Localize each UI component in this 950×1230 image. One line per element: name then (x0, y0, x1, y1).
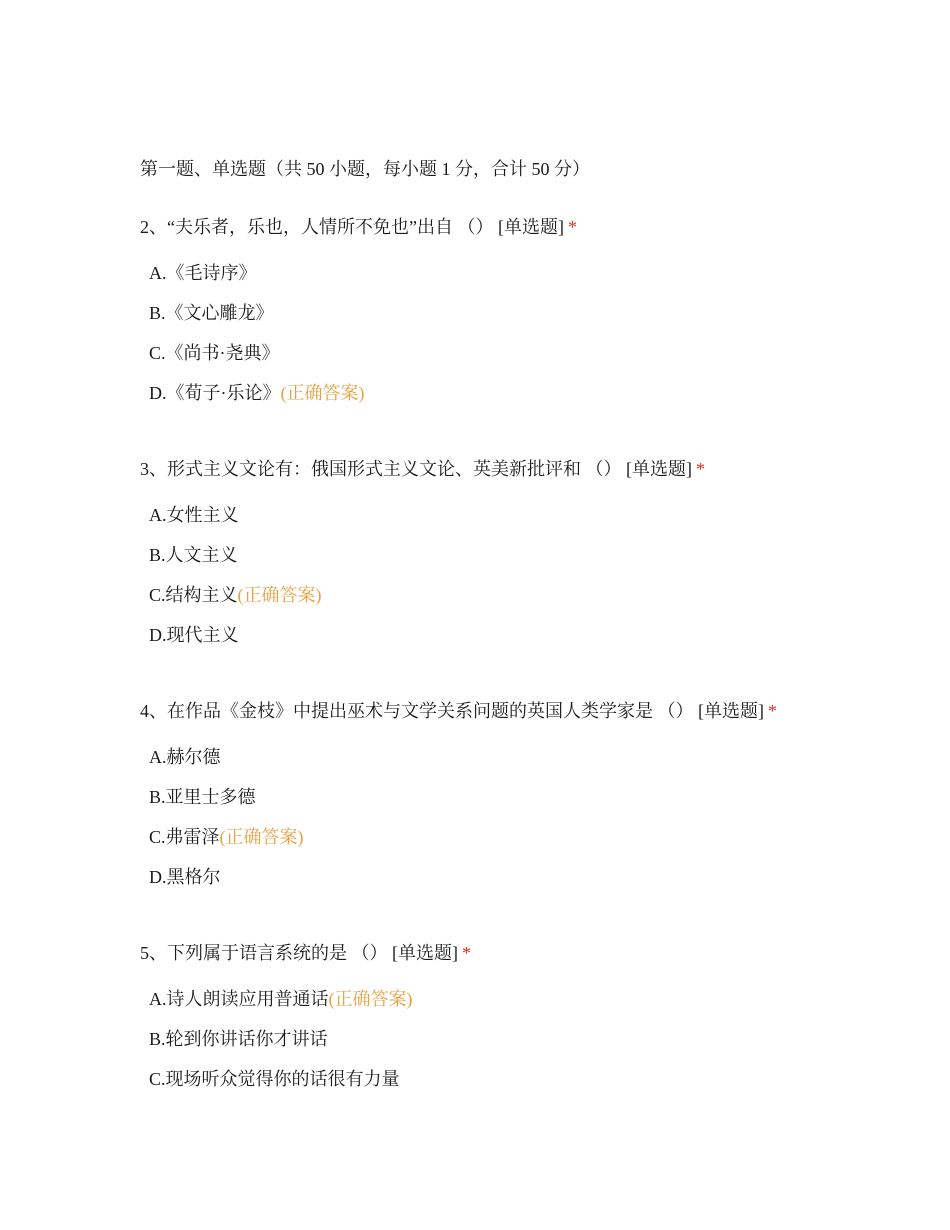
option-text: D.黑格尔 (149, 867, 221, 887)
option-d (149, 381, 920, 421)
option-text: A.女性主义 (149, 505, 239, 525)
question-text: 4、在作品《金枝》中提出巫术与文学关系问题的英国人类学家是 （） [单选题] (140, 701, 764, 721)
option-b (149, 543, 920, 583)
options-list (140, 503, 920, 663)
option-text: B.亚里士多德 (149, 787, 256, 807)
question-title (140, 941, 920, 965)
option-b (149, 301, 920, 341)
question-text: 5、下列属于语言系统的是 （） [单选题] (140, 943, 458, 963)
correct-answer-label: (正确答案) (219, 827, 304, 847)
option-c (149, 341, 920, 381)
option-a (149, 745, 920, 785)
question-4 (140, 699, 920, 905)
option-text: B.轮到你讲话你才讲话 (149, 1029, 328, 1049)
question-title (140, 699, 920, 723)
option-text: C.现场听众觉得你的话很有力量 (149, 1069, 400, 1089)
option-text: A.《毛诗序》 (149, 263, 257, 283)
correct-answer-label: (正确答案) (237, 585, 322, 605)
option-b (149, 785, 920, 825)
option-d (149, 623, 920, 663)
option-text: C.《尚书·尧典》 (149, 343, 280, 363)
option-text: C.弗雷泽 (149, 827, 220, 847)
question-2 (140, 215, 920, 421)
option-c (149, 583, 920, 623)
option-text: C.结构主义 (149, 585, 238, 605)
options-list (140, 745, 920, 905)
option-b (149, 1027, 920, 1067)
correct-answer-label: (正确答案) (328, 989, 413, 1009)
option-a (149, 987, 920, 1027)
option-text: B.《文心雕龙》 (149, 303, 274, 323)
option-text: A.赫尔德 (149, 747, 221, 767)
question-3 (140, 457, 920, 663)
option-text: A.诗人朗读应用普通话 (149, 989, 329, 1009)
question-title (140, 215, 920, 239)
question-text: 2、“夫乐者，乐也，人情所不免也”出自 （） [单选题] (140, 217, 564, 237)
option-d (149, 865, 920, 905)
option-c (149, 825, 920, 865)
option-text: B.人文主义 (149, 545, 238, 565)
question-title (140, 457, 920, 481)
correct-answer-label: (正确答案) (280, 383, 365, 403)
required-mark: * (696, 459, 705, 479)
question-5 (140, 941, 920, 1107)
required-mark: * (768, 701, 777, 721)
option-a (149, 503, 920, 543)
options-list (140, 261, 920, 421)
question-text: 3、形式主义文论有：俄国形式主义文论、英美新批评和 （） [单选题] (140, 459, 692, 479)
required-mark: * (567, 217, 577, 237)
option-c (149, 1067, 920, 1107)
required-mark: * (462, 943, 471, 963)
option-a (149, 261, 920, 301)
option-text: D.现代主义 (149, 625, 239, 645)
options-list (140, 987, 920, 1107)
section-title: 第一题、单选题（共 50 小题，每小题 1 分，合计 50 分） (140, 159, 590, 179)
option-text: D.《荀子·乐论》 (149, 383, 281, 403)
